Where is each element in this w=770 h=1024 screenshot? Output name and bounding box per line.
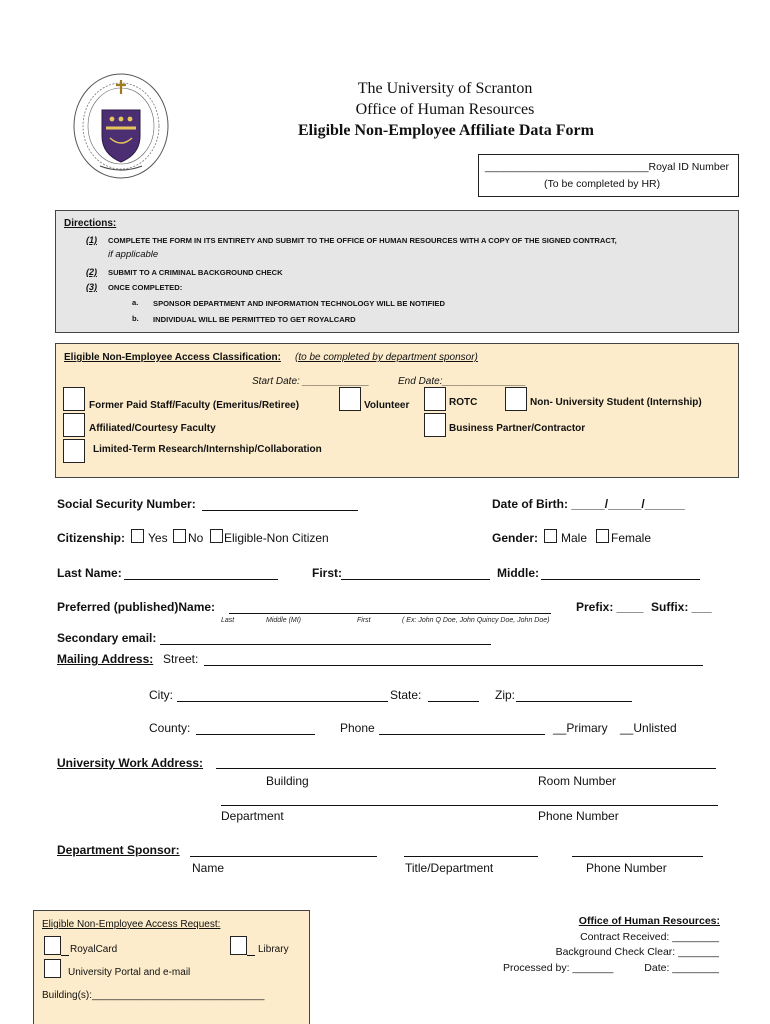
sponsor-name-caption: Name xyxy=(192,861,225,875)
first-name-label: First: xyxy=(312,566,342,580)
secondary-email-label: Secondary email: xyxy=(57,631,157,645)
eligible-non-citizen-label: Eligible-Non Citizen xyxy=(224,531,329,545)
direction-1-num: (1) xyxy=(86,235,97,245)
ssn-field[interactable] xyxy=(202,510,358,511)
work-building-caption: Building xyxy=(266,774,309,788)
library-label: Library xyxy=(258,944,289,955)
hint-first: First xyxy=(357,617,371,624)
phone-unlisted-option[interactable]: __Unlisted xyxy=(620,721,677,735)
work-room-caption: Room Number xyxy=(538,774,617,788)
business-partner-label: Business Partner/Contractor xyxy=(449,423,586,434)
office-name: Office of Human Resources xyxy=(355,101,535,118)
direction-3b-text: INDIVIDUAL WILL BE PERMITTED TO GET ROYALCARD xyxy=(153,315,356,324)
non-univ-student-label: Non- University Student (Internship) xyxy=(530,397,702,408)
processed-by-field[interactable]: Processed by: _______ xyxy=(503,962,614,974)
business-partner-checkbox[interactable] xyxy=(424,413,446,437)
city-label: City: xyxy=(149,688,173,702)
hint-example: ( Ex: John Q Doe, John Quincy Doe, John Doe) xyxy=(402,617,550,624)
direction-1-text: COMPLETE THE FORM IN ITS ENTIRETY AND SUBMIT TO THE OFFICE OF HUMAN RESOURCES WITH A COPY OF THE SIGNED CONTRACT, xyxy=(108,236,617,245)
gender-male-label: Male xyxy=(561,531,588,545)
city-field[interactable] xyxy=(177,701,388,702)
access-request-panel xyxy=(33,910,310,1024)
direction-1-suffix: if applicable xyxy=(108,249,159,260)
middle-name-label: Middle: xyxy=(497,566,539,580)
ssn-label: Social Security Number: xyxy=(57,497,196,511)
access-request-title: Eligible Non-Employee Access Request: xyxy=(42,919,221,930)
sponsor-name-field[interactable] xyxy=(190,856,377,857)
limited-term-checkbox[interactable] xyxy=(63,439,85,463)
contract-received-field[interactable]: Contract Received: ________ xyxy=(580,931,719,943)
direction-3a-num: a. xyxy=(132,298,139,307)
direction-3a-text: SPONSOR DEPARTMENT AND INFORMATION TECHNOLOGY WILL BE NOTIFIED xyxy=(153,299,445,308)
royal-id-note: (To be completed by HR) xyxy=(544,178,661,190)
citizen-yes-checkbox[interactable] xyxy=(131,529,144,543)
first-name-field[interactable] xyxy=(341,579,490,580)
gender-male-checkbox[interactable] xyxy=(544,529,557,543)
non-univ-student-checkbox[interactable] xyxy=(505,387,527,411)
library-underline xyxy=(247,955,255,956)
background-check-field[interactable]: Background Check Clear: _______ xyxy=(555,946,719,958)
zip-field[interactable] xyxy=(516,701,632,702)
royalcard-checkbox[interactable] xyxy=(44,936,61,955)
work-department-caption: Department xyxy=(221,809,284,823)
preferred-name-field[interactable] xyxy=(229,613,551,614)
county-label: County: xyxy=(149,721,191,735)
royalcard-underline xyxy=(61,955,69,956)
end-date-field[interactable]: End Date:_______________ xyxy=(398,376,526,387)
direction-3-text: ONCE COMPLETED: xyxy=(108,283,183,292)
portal-checkbox[interactable] xyxy=(44,959,61,978)
former-paid-label: Former Paid Staff/Faculty (Emeritus/Retiree) xyxy=(89,400,300,411)
affiliated-checkbox[interactable] xyxy=(63,413,85,437)
buildings-field[interactable]: Building(s):_______________________________ xyxy=(42,990,265,1001)
former-paid-checkbox[interactable] xyxy=(63,387,85,411)
rotc-label: ROTC xyxy=(449,397,478,408)
sponsor-phone-field[interactable] xyxy=(572,856,703,857)
gender-female-label: Female xyxy=(611,531,652,545)
work-address-title: University Work Address: xyxy=(57,756,204,770)
direction-3b-num: b. xyxy=(132,314,139,323)
sponsor-title-field[interactable] xyxy=(404,856,538,857)
direction-2-num: (2) xyxy=(86,267,97,277)
classification-panel xyxy=(55,343,739,478)
county-field[interactable] xyxy=(196,734,315,735)
royal-id-box xyxy=(478,154,739,197)
limited-term-label: Limited-Term Research/Internship/Collaboration xyxy=(93,444,322,455)
library-checkbox[interactable] xyxy=(230,936,247,955)
work-building-field[interactable] xyxy=(216,768,716,769)
suffix-field[interactable]: Suffix: ___ xyxy=(651,600,712,614)
sponsor-title-caption: Title/Department xyxy=(405,861,494,875)
zip-label: Zip: xyxy=(495,688,516,702)
portal-label: University Portal and e-mail xyxy=(68,967,191,978)
rotc-checkbox[interactable] xyxy=(424,387,446,411)
last-name-field[interactable] xyxy=(124,579,278,580)
state-label: State: xyxy=(390,688,422,702)
sponsor-title: Department Sponsor: xyxy=(57,843,180,857)
direction-2-text: SUBMIT TO A CRIMINAL BACKGROUND CHECK xyxy=(108,268,283,277)
royal-id-field[interactable]: ____________________________Royal ID Number xyxy=(485,161,730,173)
street-label: Street: xyxy=(163,652,199,666)
citizen-yes-label: Yes xyxy=(148,531,168,545)
state-field[interactable] xyxy=(428,701,479,702)
hint-middle: Middle (MI) xyxy=(266,617,302,624)
prefix-field[interactable]: Prefix: ____ xyxy=(576,600,644,614)
classification-title: Eligible Non-Employee Access Classification: xyxy=(64,352,281,363)
middle-name-field[interactable] xyxy=(541,579,700,580)
classification-note: (to be completed by department sponsor) xyxy=(295,352,478,363)
phone-primary-option[interactable]: __Primary xyxy=(553,721,608,735)
gender-female-checkbox[interactable] xyxy=(596,529,609,543)
dob-field[interactable]: Date of Birth: _____/_____/______ xyxy=(492,497,685,511)
secondary-email-field[interactable] xyxy=(160,644,491,645)
university-seal-logo xyxy=(72,72,170,180)
work-phone-caption: Phone Number xyxy=(538,809,619,823)
mailing-address-label: Mailing Address: xyxy=(57,652,154,666)
hint-last: Last xyxy=(221,617,235,624)
affiliated-label: Affiliated/Courtesy Faculty xyxy=(89,423,216,434)
street-field[interactable] xyxy=(204,665,703,666)
citizen-no-checkbox[interactable] xyxy=(173,529,186,543)
citizenship-label: Citizenship: xyxy=(57,531,125,545)
last-name-label: Last Name: xyxy=(57,566,122,580)
hr-date-field[interactable]: Date: ________ xyxy=(644,962,719,974)
preferred-name-label: Preferred (published)Name: xyxy=(57,600,216,614)
start-date-field[interactable]: Start Date: ____________ xyxy=(252,376,370,387)
phone-label: Phone xyxy=(340,721,375,735)
university-name: The University of Scranton xyxy=(357,80,533,97)
volunteer-checkbox[interactable] xyxy=(339,387,361,411)
work-department-field[interactable] xyxy=(221,805,718,806)
phone-field[interactable] xyxy=(379,734,545,735)
gender-label: Gender: xyxy=(492,531,539,545)
hr-office-title: Office of Human Resources: xyxy=(578,915,720,927)
directions-panel xyxy=(55,210,739,333)
volunteer-label: Volunteer xyxy=(364,400,410,411)
form-title: Eligible Non-Employee Affiliate Data Form xyxy=(298,122,594,139)
eligible-non-citizen-checkbox[interactable] xyxy=(210,529,223,543)
sponsor-phone-caption: Phone Number xyxy=(586,861,667,875)
royalcard-label: RoyalCard xyxy=(70,944,118,955)
direction-3-num: (3) xyxy=(86,282,97,292)
directions-title: Directions: xyxy=(64,218,117,229)
citizen-no-label: No xyxy=(188,531,204,545)
